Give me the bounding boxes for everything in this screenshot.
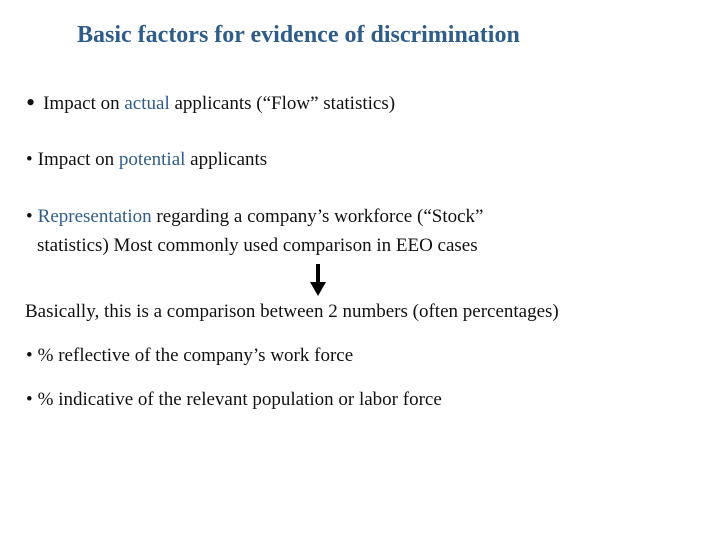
bullet-marker: • bbox=[26, 345, 33, 366]
bullet-item-continuation: statistics) Most commonly used comparison in EEO cases bbox=[37, 235, 478, 256]
sub-item-company bbox=[26, 345, 353, 367]
bullet-item-potential bbox=[26, 149, 267, 171]
down-arrow-icon bbox=[307, 263, 329, 297]
bullet-marker: • bbox=[26, 206, 33, 227]
bullet-text-post: applicants (“Flow” statistics) bbox=[169, 93, 396, 114]
bullet-accent-word: actual bbox=[124, 93, 170, 114]
bullet-accent-word: Representation bbox=[37, 206, 152, 227]
bullet-marker: • bbox=[26, 149, 33, 170]
bullet-text-pre: Impact on bbox=[43, 93, 125, 114]
summary-text: Basically, this is a comparison between 2 numbers (often percentages) bbox=[25, 301, 559, 322]
bullet-item-actual bbox=[26, 88, 395, 118]
bullet-marker: • bbox=[26, 88, 36, 117]
sub-item-text: % indicative of the relevant population or labor force bbox=[37, 389, 442, 410]
sub-item-population bbox=[26, 389, 442, 411]
bullet-accent-word: potential bbox=[118, 149, 186, 170]
bullet-text-pre: Impact on bbox=[37, 149, 119, 170]
bullet-text-post: regarding a company’s workforce (“Stock” bbox=[151, 206, 484, 227]
slide-title: Basic factors for evidence of discrimination bbox=[77, 22, 520, 48]
bullet-text-post: applicants bbox=[185, 149, 268, 170]
bullet-marker: • bbox=[26, 389, 33, 410]
bullet-item-representation bbox=[26, 206, 483, 228]
sub-item-text: % reflective of the company’s work force bbox=[37, 345, 354, 366]
